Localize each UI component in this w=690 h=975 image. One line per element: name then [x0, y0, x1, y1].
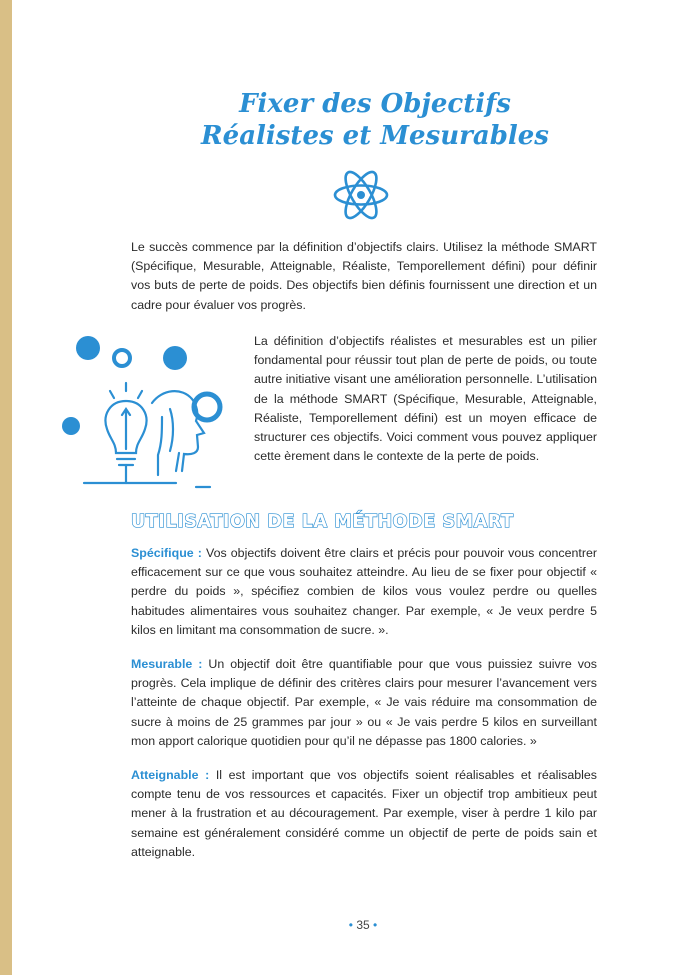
- term-label: Atteignable :: [131, 768, 210, 782]
- term-text: Il est important que vos objectifs soient réalisables et réalisables compte tenu de vos ressources et capacités. Fixer un objectif trop ambitieux peut mener à la frustration et au découragement. Par exemple, viser à perdre 1 kilo par semaine est généralement considéré comme un objectif de perte de poids sain et atteignable.: [131, 768, 597, 859]
- lightbulb-head-icon: [58, 325, 238, 490]
- atom-icon: [332, 166, 390, 224]
- title-line-1: Fixer des Objectifs: [239, 89, 511, 119]
- side-paragraph: La définition d’objectifs réalistes et mesurables est un pilier fondamental pour réussir tout plan de perte de poids, ou toute autre initiative visant une amélioration personnelle. L’utilisation de la méthode SMART (Spécifique, Mesurable, Atteignable, Réaliste, Temporellement défini) est un moyen efficace de structurer ces objectifs. Voici comment vous pouvez appliquer cette èrement dans le contexte de la perte de poids.: [254, 334, 597, 464]
- page-number: [0, 918, 690, 932]
- term-text: Un objectif doit être quantifiable pour que vous puissiez suivre vos progrès. Cela implique de définir des critères clairs pour mesurer l’avancement vers l’atteinte de chaque objectif. Par exemple, « Je vais réduire ma consommation de sucre à moins de 25 grammes par jour » ou « Je vais perdre 5 kilos en surveillant mon apport calorique quotidien pour qu’il ne dépasse pas 1800 calories. »: [131, 657, 597, 748]
- paragraph-specifique: [131, 544, 597, 640]
- title-line-2: Réalistes et Mesurables: [201, 121, 549, 151]
- section-heading: UTILISATION DE LA MÉTHODE SMART: [131, 512, 514, 532]
- term-label: Mesurable :: [131, 657, 203, 671]
- intro-paragraph: Le succès commence par la définition d’objectifs clairs. Utilisez la méthode SMART (Spécifique, Mesurable, Atteignable, Réaliste, Temporellement défini) pour définir vos buts de perte de poids. Des objectifs bien définis fournissent une direction et un cadre pour évaluer vos progrès.: [131, 240, 597, 312]
- term-text: Vos objectifs doivent être clairs et précis pour pouvoir vous concentrer efficacement sur ce que vous souhaitez atteindre. Au lieu de se fixer pour objectif « perdre du poids », spécifiez combien de kilos vous voulez perdre ou quelles habitudes alimentaires vous souhaitez changer. Par exemple, « Je veux perdre 5 kilos en limitant ma consommation de sucre. ».: [131, 546, 597, 637]
- bullet-dot-icon: •: [369, 918, 378, 932]
- bullet-dot-icon: •: [348, 918, 357, 932]
- term-label: Spécifique :: [131, 546, 202, 560]
- paragraph-atteignable: [131, 766, 597, 862]
- page-number-value: 35: [356, 918, 370, 932]
- paragraph-mesurable: [131, 655, 597, 751]
- page-title: [0, 88, 690, 152]
